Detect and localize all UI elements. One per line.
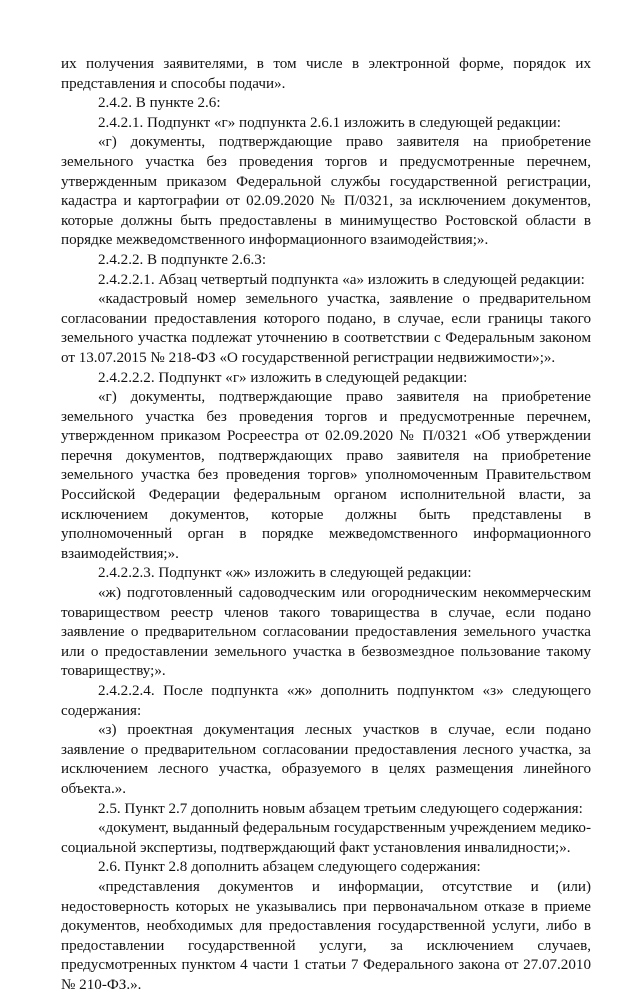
- document-page: [61, 55, 591, 996]
- paragraph-2-5: 2.5. Пункт 2.7 дополнить новым абзацем третьим следующего содержания:: [98, 800, 583, 817]
- paragraph-continuation: их получения заявителями, в том числе в электронной форме, порядок их представления и способы подачи».: [61, 56, 591, 92]
- paragraph-quote-g-1: «г) документы, подтверждающие право заявителя на приобретение земельного участка без проведения торгов и предусмотренные перечнем, утвержденным приказом Федеральной службы государственной регистрации, кадастра и картографии от 02.09.2020 № П/0321, за исключением документов, которые должны быть предоставлены в минимущество Ростовской области в порядке межведомственного информационного взаимодействия;».: [61, 134, 591, 249]
- paragraph-quote-cadastral: «кадастровый номер земельного участка, заявление о предварительном согласовании предоставления которого подано, в случае, если границы такого земельного участка подлежат уточнению в соответствии с Федеральным законом от 13.07.2015 № 218-ФЗ «О государственной регистрации недвижимости»;».: [61, 291, 591, 366]
- paragraph-2-4-2-2: 2.4.2.2. В подпункте 2.6.3:: [98, 251, 267, 268]
- paragraph-2-4-2: 2.4.2. В пункте 2.6:: [98, 95, 221, 112]
- paragraph-2-4-2-2-2: 2.4.2.2.2. Подпункт «г» изложить в следующей редакции:: [98, 369, 468, 386]
- paragraph-2-6: 2.6. Пункт 2.8 дополнить абзацем следующего содержания:: [98, 859, 481, 876]
- paragraph-quote-z: «з) проектная документация лесных участков в случае, если подано заявление о предварительном согласовании предоставления лесного участка, за исключением лесного участка, образуемого в целях размещения линейного объекта.».: [61, 722, 591, 797]
- paragraph-2-4-2-2-1: 2.4.2.2.1. Абзац четвертый подпункта «а» изложить в следующей редакции:: [98, 271, 585, 288]
- paragraph-2-4-2-1: 2.4.2.1. Подпункт «г» подпункта 2.6.1 изложить в следующей редакции:: [98, 114, 561, 131]
- paragraph-2-4-2-2-3: 2.4.2.2.3. Подпункт «ж» изложить в следующей редакции:: [98, 565, 472, 582]
- paragraph-2-4-2-2-4: 2.4.2.2.4. После подпункта «ж» дополнить подпунктом «з» следующего содержания:: [61, 683, 591, 719]
- paragraph-quote-document: «документ, выданный федеральным государственным учреждением медико-социальной экспертизы, подтверждающий факт установления инвалидности;».: [61, 820, 591, 856]
- paragraph-quote-g-2: «г) документы, подтверждающие право заявителя на приобретение земельного участка без проведения торгов и предусмотренные перечнем, утвержденном приказом Росреестра от 02.09.2020 № П/0321 «Об утверждении перечня документов, подтверждающих право заявителя на приобретение земельного участка без проведения торгов» уполномоченным Правительством Российской Федерации федеральным органом исполнительной власти, за исключением документов, которые должны быть представлены в уполномоченный орган в порядке межведомственного информационного взаимодействия;».: [61, 389, 591, 562]
- paragraph-quote-zh: «ж) подготовленный садоводческим или огородническим некоммерческим товариществом реестр членов такого товарищества в случае, если подано заявление о предварительном согласовании предоставления земельного участка или о предоставлении земельного участка в безвозмездное пользование такому товариществу;».: [61, 585, 591, 680]
- paragraph-quote-representation: «представления документов и информации, отсутствие и (или) недостоверность которых не указывались при первоначальном отказе в приеме документов, необходимых для предоставления государственной услуги, либо в предоставлении государственной услуги, за исключением случаев, предусмотренных пунктом 4 части 1 статьи 7 Федерального закона от 27.07.2010 № 210-ФЗ.».: [61, 878, 591, 993]
